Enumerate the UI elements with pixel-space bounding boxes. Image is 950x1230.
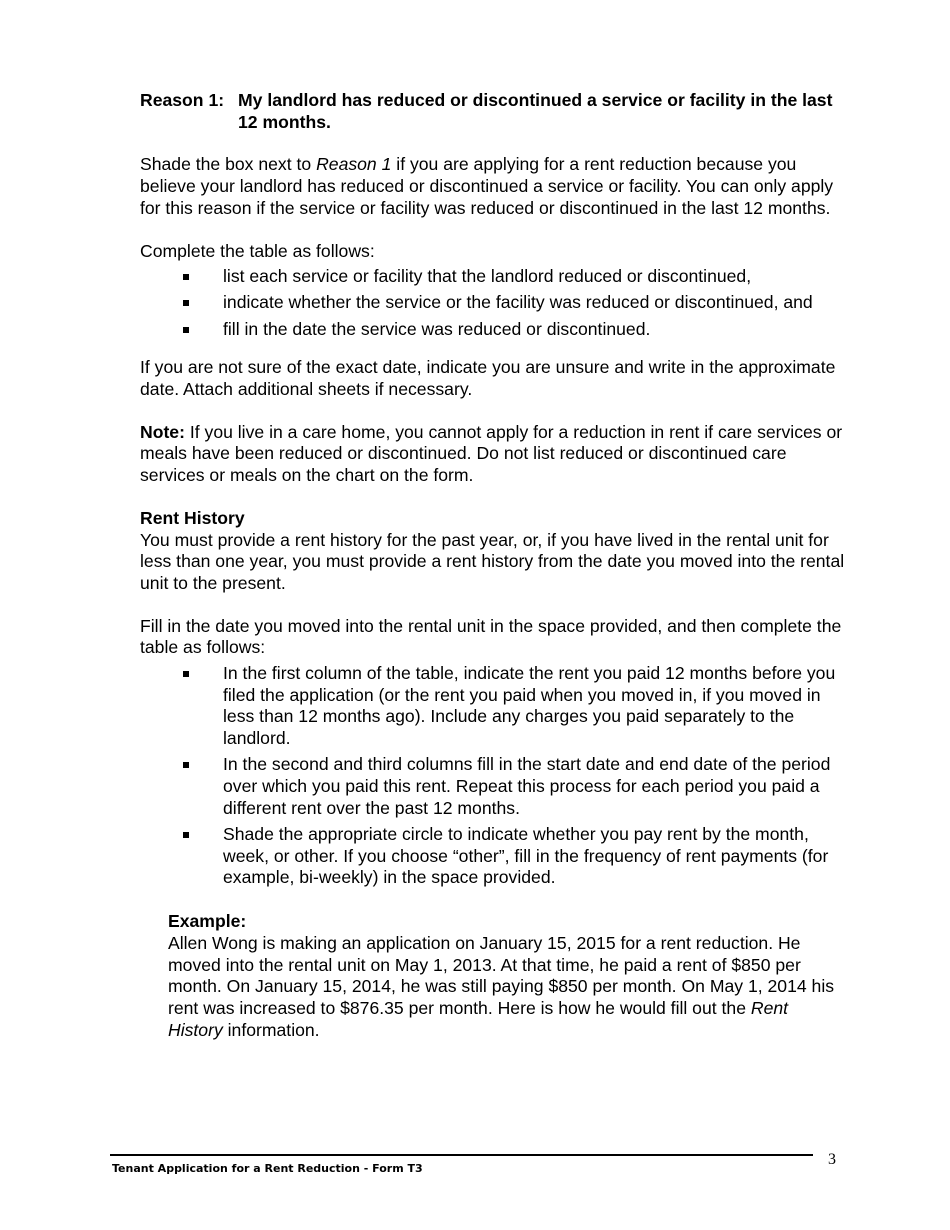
example-text-a: Allen Wong is making an application on January 15, 2015 for a rent reduction. He moved into the rental unit on May 1, 2013. At that time, he paid a rent of $850 per month. On January 15, 2014, he was still paying $850 per month. On May 1, 2014 his rent was increased to $876.35 per month. Here is how he would fill out the	[168, 932, 835, 1018]
example-text-italic: Rent History	[168, 997, 789, 1040]
page-body	[140, 90, 845, 1041]
example-text	[168, 933, 845, 1042]
rent-history-list	[140, 663, 845, 889]
complete-table-list	[140, 266, 845, 340]
example-block	[168, 911, 845, 1041]
square-bullet-icon	[183, 327, 189, 333]
list-item	[140, 663, 845, 750]
list-item-text: fill in the date the service was reduced or discontinued.	[223, 318, 651, 339]
rent-history-lead: Fill in the date you moved into the rental unit in the space provided, and then complete the table as follows:	[140, 615, 842, 658]
reason-1-heading	[140, 90, 845, 133]
reason-1-intro	[140, 154, 845, 219]
example-heading: Example:	[168, 911, 247, 932]
square-bullet-icon	[183, 832, 189, 838]
reason-1-intro-text-a: Shade the box next to	[140, 154, 317, 175]
square-bullet-icon	[183, 762, 189, 768]
rent-history-intro: You must provide a rent history for the past year, or, if you have lived in the rental unit for less than one year, you must provide a rent history from the date you moved into the rental unit to the present.	[140, 529, 845, 593]
square-bullet-icon	[183, 671, 189, 677]
care-home-note	[140, 422, 845, 487]
reason-1-intro-text-b: if you are applying for a rent reduction because you believe your landlord has reduced or discontinued a service or facility. You can only apply for this reason if the service or facility was reduced or discontinued in the last 12 months.	[140, 154, 834, 218]
list-item-text: In the second and third columns fill in the start date and end date of the period over which you paid this rent. Repeat this process for each period you paid a different rent over the past 12 months.	[223, 754, 831, 818]
list-item-text: Shade the appropriate circle to indicate whether you pay rent by the month, week, or other. If you choose “other”, fill in the frequency of rent payments (for example, bi-weekly) in the space provided.	[223, 823, 829, 888]
reason-1-intro-italic: Reason 1	[316, 154, 392, 175]
note-label: Note:	[140, 421, 185, 442]
note-text: If you live in a care home, you cannot apply for a reduction in rent if care services or meals have been reduced or discontinued. Do not list reduced or discontinued care services or meals on the chart on the form.	[140, 421, 843, 486]
rent-history-heading: Rent History	[140, 507, 245, 528]
square-bullet-icon	[183, 300, 189, 306]
reason-1-label: Reason 1:	[140, 90, 225, 110]
footer-form-title: Tenant Application for a Rent Reduction - Form T3	[112, 1162, 423, 1175]
list-item	[140, 292, 845, 314]
list-item-text: indicate whether the service or the facility was reduced or discontinued, and	[223, 292, 813, 313]
list-item-text: In the first column of the table, indicate the rent you paid 12 months before you filed the application (or the rent you paid when you moved in, if you moved in less than 12 months ago). Include any charges you paid separately to the landlord.	[223, 663, 836, 749]
list-item	[140, 824, 845, 889]
complete-table-lead: Complete the table as follows:	[140, 240, 375, 261]
page-number: 3	[828, 1151, 836, 1168]
square-bullet-icon	[183, 274, 189, 280]
list-item	[140, 319, 845, 341]
list-item	[140, 754, 845, 819]
list-item	[140, 266, 845, 288]
list-item-text: list each service or facility that the landlord reduced or discontinued,	[223, 266, 752, 287]
unsure-date-paragraph: If you are not sure of the exact date, indicate you are unsure and write in the approximate date. Attach additional sheets if necessary.	[140, 357, 836, 400]
reason-1-title: My landlord has reduced or discontinued a service or facility in the last 12 months.	[238, 90, 833, 132]
footer-divider	[110, 1154, 813, 1156]
example-text-b: information.	[222, 1019, 320, 1040]
